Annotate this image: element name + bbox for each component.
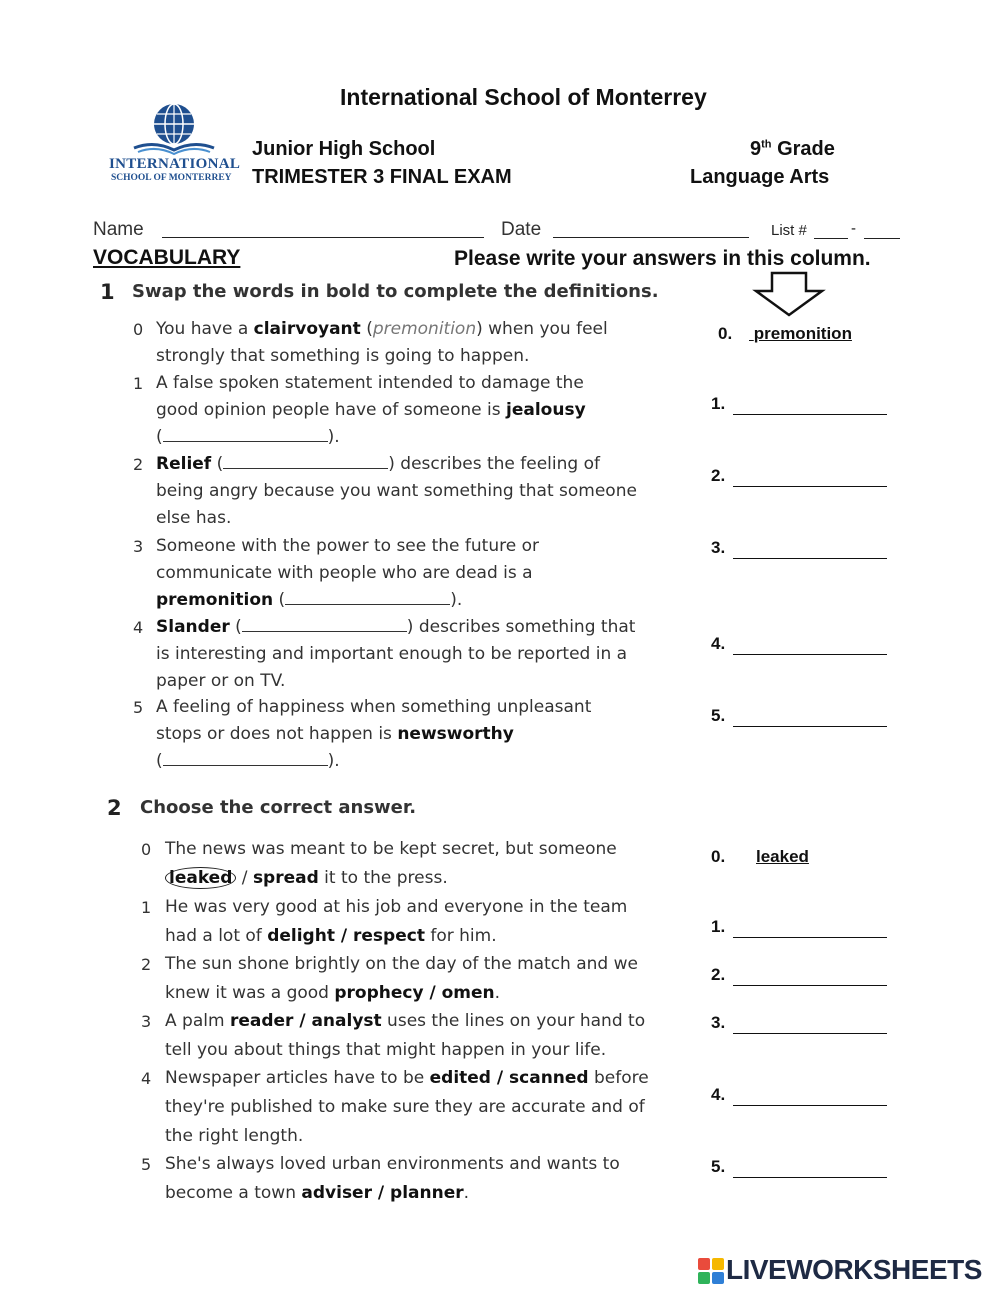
option: reader [229, 1011, 294, 1031]
ex2-answer-label: 5. [711, 1157, 726, 1176]
option: delight [267, 926, 335, 946]
ex2-answer-label: 2. [711, 965, 726, 984]
ex1-item-number: 3 [133, 537, 144, 556]
ex2-answer-4-input[interactable] [733, 1085, 887, 1106]
ex2-item-number: 1 [141, 898, 152, 917]
option: analyst [311, 1011, 382, 1031]
example-answer: premonition [753, 324, 852, 343]
text: good opinion people have of someone is [156, 400, 507, 420]
ex1-item-number: 4 [133, 618, 144, 637]
ex2-answer-label: 3. [711, 1013, 726, 1032]
ex2-item-2 [165, 950, 638, 1008]
separator: / [293, 1011, 312, 1031]
text: A false spoken statement intended to damage the [156, 373, 584, 393]
text: before [588, 1068, 649, 1088]
separator: / [236, 868, 253, 888]
text: strongly that something is going to happen. [156, 346, 530, 366]
ex2-item-number: 0 [141, 840, 152, 859]
text: become a town [165, 1183, 302, 1203]
ex2-item-number: 3 [141, 1012, 152, 1031]
separator: / [371, 1183, 391, 1203]
date-field[interactable] [553, 221, 749, 238]
name-label: Name [93, 219, 144, 240]
text: ( [156, 751, 163, 771]
text: else has. [156, 508, 232, 528]
ex2-item-number: 2 [141, 955, 152, 974]
text: they're published to make sure they are accurate and of [165, 1097, 645, 1117]
text: ( [211, 454, 224, 474]
text: for him. [424, 926, 497, 946]
text: . [463, 1183, 470, 1203]
ex2-item-number: 4 [141, 1069, 152, 1088]
ex1-answer-label: 3. [711, 538, 726, 557]
ex1-item-2 [156, 451, 637, 532]
date-label: Date [501, 219, 542, 240]
ex2-item-1 [165, 893, 627, 951]
text: communicate with people who are dead is a [156, 563, 533, 583]
ex1-answer-1-input[interactable] [733, 394, 887, 415]
blank [163, 749, 328, 766]
text: ). [327, 427, 340, 447]
ex2-item-number: 5 [141, 1155, 152, 1174]
separator: / [423, 983, 442, 1003]
text: . [494, 983, 501, 1003]
exercise2-heading: Choose the correct answer. [140, 797, 417, 818]
list-label: List # [771, 222, 807, 239]
text: Someone with the power to see the future or [156, 536, 539, 556]
blank [242, 615, 407, 632]
bold-word: newsworthy [397, 724, 514, 744]
ex1-answer-label: 0. [718, 324, 733, 343]
option: adviser [301, 1183, 372, 1203]
blank [223, 452, 388, 469]
text: She's always loved urban environments and wants to [165, 1154, 620, 1174]
text: He was very good at his job and everyone in the team [165, 897, 628, 917]
option: prophecy [334, 983, 424, 1003]
ex2-answer-label: 1. [711, 917, 726, 936]
ex1-answer-4-input[interactable] [733, 634, 887, 655]
text: knew it was a good [165, 983, 335, 1003]
bold-word: clairvoyant [253, 319, 361, 339]
ex2-answer-5-input[interactable] [733, 1157, 887, 1178]
ex2-answer-2-input[interactable] [733, 965, 887, 986]
text: Newspaper articles have to be [165, 1068, 430, 1088]
text: stops or does not happen is [156, 724, 398, 744]
bold-word: premonition [156, 590, 274, 610]
ex1-answer-label: 5. [711, 706, 726, 725]
ex2-item-0 [165, 835, 617, 893]
exercise2-number: 2 [107, 796, 122, 820]
option: planner [390, 1183, 464, 1203]
bold-word: Slander [156, 617, 230, 637]
text: ) describes the feeling of [388, 454, 600, 474]
text: is interesting and important enough to be reported in a [156, 644, 628, 664]
text: ). [450, 590, 463, 610]
circled-option: leaked [165, 867, 236, 889]
text: ) when you feel [476, 319, 608, 339]
list-dash: - [851, 220, 856, 237]
footer-brand: LIVEWORKSHEETS [726, 1254, 982, 1285]
ex1-item-number: 5 [133, 698, 144, 717]
text: ( [229, 617, 242, 637]
down-arrow-icon [752, 271, 826, 322]
logo-text-line2: SCHOOL OF MONTERREY [111, 173, 232, 183]
text: had a lot of [165, 926, 268, 946]
ex1-answer-label: 2. [711, 466, 726, 485]
ex1-answer-3-input[interactable] [733, 538, 887, 559]
separator: / [334, 926, 354, 946]
list-field-a[interactable] [814, 223, 848, 239]
ex2-answer-label: 4. [711, 1085, 726, 1104]
option: scanned [509, 1068, 589, 1088]
list-field-b[interactable] [864, 223, 900, 239]
ex1-answer-label: 1. [711, 394, 726, 413]
grade [750, 138, 835, 161]
text: ( [156, 427, 163, 447]
option: omen [441, 983, 495, 1003]
answer-instruction: Please write your answers in this column. [454, 247, 871, 270]
ex1-answer-5-input[interactable] [733, 706, 887, 727]
ex2-item-5 [165, 1150, 620, 1208]
text: The sun shone brightly on the day of the match and we [165, 954, 638, 974]
text: You have a [156, 319, 254, 339]
example-word: premonition [372, 319, 477, 339]
exercise1-heading: Swap the words in bold to complete the definitions. [132, 281, 659, 302]
text: tell you about things that might happen in your life. [165, 1040, 607, 1060]
grade-number: 9 [750, 138, 762, 160]
separator: / [490, 1068, 510, 1088]
text: A palm [165, 1011, 230, 1031]
ex1-item-1 [156, 370, 586, 451]
exercise1-number: 1 [100, 280, 115, 304]
ex1-item-5 [156, 694, 591, 775]
bold-word: Relief [156, 454, 212, 474]
logo-text-line1: INTERNATIONAL [109, 156, 241, 172]
text: paper or on TV. [156, 671, 286, 691]
ex1-item-number: 2 [133, 455, 144, 474]
grade-suffix: th [761, 138, 772, 151]
ex2-answer-0-example: leaked [756, 847, 809, 866]
school-level: Junior High School [252, 138, 436, 160]
subject: Language Arts [690, 166, 830, 188]
bold-word: jealousy [506, 400, 586, 420]
option: edited [429, 1068, 491, 1088]
ex2-answer-1-input[interactable] [733, 917, 887, 938]
text: being angry because you want something that someone [156, 481, 637, 501]
text: the right length. [165, 1126, 304, 1146]
text: A feeling of happiness when something unpleasant [156, 697, 592, 717]
ex2-answer-3-input[interactable] [733, 1013, 887, 1034]
section-title: VOCABULARY [93, 246, 241, 269]
ex1-answer-label: 4. [711, 634, 726, 653]
text: ) describes something that [406, 617, 636, 637]
text: ( [360, 319, 373, 339]
text: The news was meant to be kept secret, but someone [165, 839, 617, 859]
text: ( [273, 590, 286, 610]
ex1-item-4 [156, 614, 635, 695]
name-field[interactable] [162, 221, 484, 238]
liveworksheets-logo-icon [698, 1258, 724, 1289]
ex1-item-number: 0 [133, 320, 144, 339]
exam-name: TRIMESTER 3 FINAL EXAM [252, 166, 512, 188]
text: ). [327, 751, 340, 771]
school-title: International School of Monterrey [340, 84, 707, 110]
ex1-answer-0-example [749, 324, 852, 344]
grade-word: Grade [777, 138, 835, 160]
ex1-item-0 [156, 316, 608, 370]
ex1-item-3 [156, 533, 539, 614]
ex1-item-number: 1 [133, 374, 144, 393]
ex1-answer-2-input[interactable] [733, 466, 887, 487]
ex2-item-3 [165, 1007, 645, 1065]
text: uses the lines on your hand to [381, 1011, 646, 1031]
ex2-item-4 [165, 1064, 649, 1151]
text: it to the press. [318, 868, 448, 888]
ex2-answer-label: 0. [711, 847, 726, 866]
option: respect [353, 926, 425, 946]
option: spread [252, 868, 319, 888]
blank [163, 425, 328, 442]
blank [285, 588, 450, 605]
